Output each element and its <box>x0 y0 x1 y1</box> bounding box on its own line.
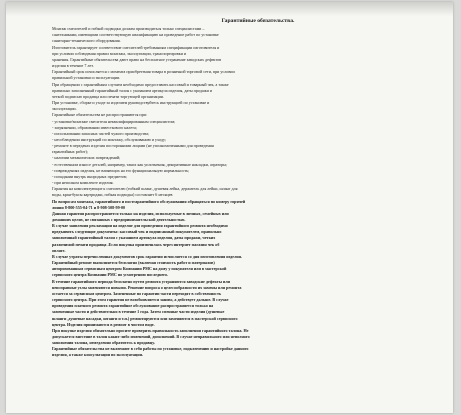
document-line: При установке, сборке и уходе за изделием руководствуйтесь инструкцией по установке и <box>52 100 210 106</box>
document-line: - повреждениях изделия, не влияющих на его функциональную нормальность; <box>52 167 190 173</box>
document-line: допускается внесение в талон каких-либо изменений, дополнений. В случае неправильного или неполного <box>52 333 250 339</box>
document-body <box>52 18 434 359</box>
document-line: Гарантийный срок исчисляется с момента приобретения товара в розничной торговой сети, при условии <box>52 69 235 75</box>
document-line: Гарантийный ремонт выполняется бесплатно (включая стоимость работ и материалов) <box>52 260 215 266</box>
document-line: авторизованным сервисным центром Компании РМС на дому у покупателя или в мастерской <box>52 266 227 272</box>
document-line: воды, кран-буксы картриджи, гибкая подводка) составляет 6 месяцев <box>52 192 173 198</box>
document-line: заполненный гарантийный талон с указанием артикула изделия, даты продажи, четких <box>52 235 216 241</box>
document-line: - естественном износе деталей, например, таких как уплотнения, декоративные накладки, аэраторы; <box>52 161 227 167</box>
document-line: шланги ,душевые насадки, штанги и т.п.) ремонтируются или заменяются в мастерской сервисного <box>52 315 238 321</box>
document-line: санитарно-технического оборудования. <box>52 38 121 44</box>
document-line: различимой печати продавца .Если покупка произвешлась через интернет магазин чек об <box>52 241 220 247</box>
document-line: центра. Изделия принимаются в ремонт в чистом виде. <box>52 321 155 327</box>
document-line: изделия в течение 7 лет. <box>52 63 94 69</box>
document-line: Изготовитель гарантирует соответствие смесителей требованиям спецификации изготовителя и <box>52 44 220 50</box>
document-line: проведения платного ремонта гарантийное обслуживание распространяется только на <box>52 303 214 309</box>
document-line: хранения. Гарантийные обязательства дают право на бесплатное устранение заводских дефектов <box>52 56 222 62</box>
document-title: Гарантийные обязательства. <box>221 18 295 24</box>
document-line: - наличии механических повреждений; <box>52 155 121 161</box>
document-line: - несоблюдении инструкций по монтажу, обслуживанию и уходу; <box>52 136 167 142</box>
document-line: четкой подписью продавца или печати торгующей организации. <box>52 93 165 99</box>
document-line: В течение гарантийного периода бесплатно путем ремонта устраняются заводские дефекты или <box>52 278 231 284</box>
document-line: По вопросам монтажа, гарантийного и постгарантийного обслуживания обращаться по номеру горячей <box>52 198 246 204</box>
document-line: неисправные узлы заменяются новыми. Решение вопроса о целесообразности их замены или ремонта <box>52 284 242 290</box>
document-line: - использовании запасных частей чужого производства; <box>52 130 150 136</box>
document-line: при условии соблюдения правил монтажа, эксплуатации, транспортировки и <box>52 50 187 56</box>
document-line: предъявить следующие документы: кассовый чек и подписанный покупателем, правильно <box>52 229 222 235</box>
document-page <box>6 2 453 413</box>
document-line: правильной установки и эксплуатации. <box>52 75 121 81</box>
document-line: остается за сервисным центром. Замененные по гарантии части переходят в собственность <box>52 290 222 296</box>
document-line: - установке/монтаже смесителя неквалифицированным специалистом; <box>52 118 176 124</box>
document-line: При покупке изделия обязательно просите проверить правильность заполнения гарантийного талона. Не <box>52 327 249 333</box>
document-line: сантехниками, имеющими соответствующую квалификацию на проведение работ по установке <box>52 32 219 38</box>
document-line: Монтаж смесителей и гибкой подводки должен производиться только специалистами – <box>52 26 205 32</box>
document-line: Данная гарантия распространяется только на изделия, используемые в личных, семейных или <box>52 210 229 216</box>
document-line: сервисного центра Компании РМС по усмотрению последнего. <box>52 272 169 278</box>
document-line: гарантийных работ); <box>52 149 88 155</box>
document-line: Гарантийные обязательства не распространяются при: <box>52 112 147 118</box>
document-line: В случае заявления рекламации на изделие для проведения гарантийного ремонта необходимо <box>52 223 228 229</box>
document-line: - попадании внутрь инородных предметов; <box>52 173 127 179</box>
document-line: сервисного центра. При этом гарантия не возобновляется заново, а действует дальше. В случае <box>52 297 229 303</box>
document-line: эксплуатации. <box>52 106 77 112</box>
document-line: - ремонте в передачах изделия посторонними лицами (не уполномоченными для проведения <box>52 143 214 149</box>
document-line: правильно заполненный гарантийный талон с указанием артикула изделия, даты продажи и <box>52 87 212 93</box>
document-line: оплате. <box>52 247 66 253</box>
document-line: изделия, а также консультации по эксплуатации. <box>52 352 144 358</box>
document-line: Гарантия на комплектующие к смесителю (гибкий шланг, душевая лейка, держатель для лейки, шланг для <box>52 186 238 192</box>
document-line: Гарантийные обязательства не включают в себя работы по установке, подключению и настройке данного <box>52 346 249 352</box>
document-line: При обращении с гарантийным случаем необходимо предоставить кассовый и товарный чек, а также <box>52 81 229 87</box>
document-line: замененные части и действительно в течение 1 года. Затем сменные части изделия (душевые <box>52 309 225 315</box>
document-line: В случае утраты перечисленных документов срок гарантии исчисляется со дня изготовления изделия. <box>52 253 242 259</box>
document-line: линии 8-800-555-04-71 и 8-908-508-99-00 <box>52 204 126 210</box>
document-text <box>52 26 434 358</box>
document-line: - загрязнении, образовании известкового налета; <box>52 124 137 130</box>
document-line: заполнения талона, немедленно обратитесь к продавцу. <box>52 340 155 346</box>
document-line: домашних целях, не связанных с предпринимательской деятельностью. <box>52 217 186 222</box>
document-line: - при неполном комплекте изделия. <box>52 180 114 186</box>
